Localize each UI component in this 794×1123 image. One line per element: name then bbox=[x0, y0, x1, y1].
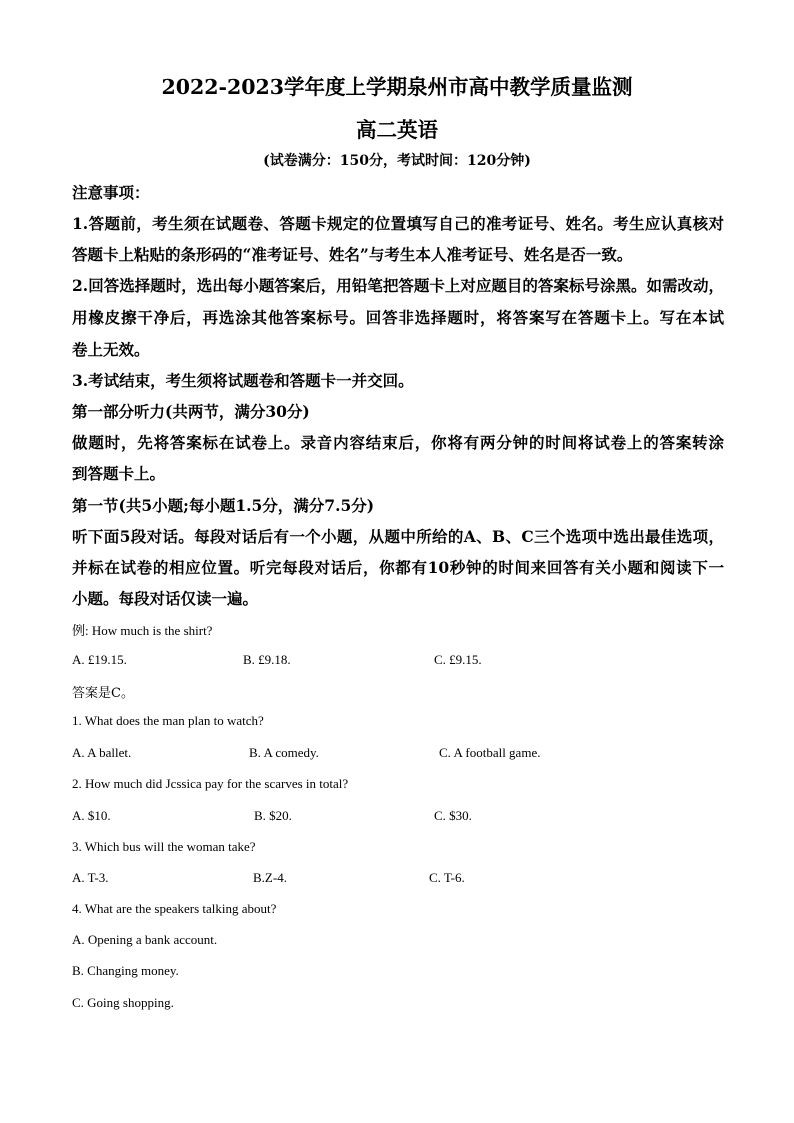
question-2: 2. How much did Jcssica pay for the scarves in total? bbox=[72, 776, 349, 791]
exam-title: 2022-2023学年度上学期泉州市高中教学质量监测 bbox=[161, 75, 633, 99]
question-2-option-c: C. $30. bbox=[434, 808, 472, 823]
question-4: 4. What are the speakers talking about? bbox=[72, 901, 277, 916]
question-2-option-b: B. $20. bbox=[254, 808, 292, 823]
question-4-option-a: A. Opening a bank account. bbox=[72, 932, 218, 947]
question-1-option-c: C. A football game. bbox=[439, 745, 541, 760]
exam-subject: 高二英语 bbox=[356, 118, 438, 142]
example-question: 例: How much is the shirt? bbox=[72, 623, 213, 638]
note-item-2-line-1: 2.回答选择题时，选出每小题答案后，用铅笔把答题卡上对应题目的答案标号涂黑。如需改动， bbox=[72, 276, 724, 295]
example-option-a: A. £19.15. bbox=[72, 652, 127, 667]
section1-instruction-line-3: 小题。每段对话仅读一遍。 bbox=[72, 589, 259, 608]
section1-heading: 第一节(共5小题;每小题1.5分，满分7.5分) bbox=[72, 496, 375, 515]
example-option-c: C. £9.15. bbox=[434, 652, 482, 667]
question-4-option-c: C. Going shopping. bbox=[72, 995, 174, 1010]
question-1-option-a: A. A ballet. bbox=[72, 745, 132, 760]
question-1: 1. What does the man plan to watch? bbox=[72, 713, 264, 728]
question-1-option-b: B. A comedy. bbox=[249, 745, 319, 760]
part1-instruction-line-2: 到答题卡上。 bbox=[72, 464, 166, 483]
note-item-2-line-2: 用橡皮擦干净后，再选涂其他答案标号。回答非选择题时，将答案写在答题卡上。写在本试 bbox=[72, 308, 724, 327]
example-option-b: B. £9.18. bbox=[243, 652, 291, 667]
note-item-2-line-3: 卷上无效。 bbox=[72, 340, 150, 359]
section1-instruction-line-2: 并标在试卷的相应位置。听完每段对话后，你都有10秒钟的时间来回答有关小题和阅读下一 bbox=[72, 558, 724, 577]
question-3-option-b: B.Z-4. bbox=[253, 870, 287, 885]
question-2-option-a: A. $10. bbox=[72, 808, 111, 823]
part1-instruction-line-1: 做题时，先将答案标在试卷上。录音内容结束后，你将有两分钟的时间将试卷上的答案转涂 bbox=[72, 433, 724, 452]
notes-heading: 注意事项： bbox=[72, 183, 150, 202]
score-info: (试卷满分：150分，考试时间：120分钟) bbox=[263, 153, 531, 169]
note-item-1-line-1: 1.答题前，考生须在试题卷、答题卡规定的位置填写自己的准考证号、姓名。考生应认真核对 bbox=[72, 214, 724, 233]
question-3: 3. Which bus will the woman take? bbox=[72, 839, 256, 854]
note-item-1-line-2: 答题卡上粘贴的条形码的“准考证号、姓名”与考生本人准考证号、姓名是否一致。 bbox=[72, 245, 633, 264]
example-answer: 答案是C。 bbox=[72, 686, 134, 701]
section1-instruction-line-1: 听下面5段对话。每段对话后有一个小题，从题中所给的A、B、C三个选项中选出最佳选项， bbox=[72, 527, 724, 546]
part1-heading: 第一部分听力(共两节，满分30分) bbox=[72, 402, 310, 421]
note-item-3: 3.考试结束，考生须将试题卷和答题卡一并交回。 bbox=[72, 371, 414, 390]
question-3-option-a: A. T-3. bbox=[72, 870, 109, 885]
question-4-option-b: B. Changing money. bbox=[72, 963, 179, 978]
question-3-option-c: C. T-6. bbox=[429, 870, 465, 885]
